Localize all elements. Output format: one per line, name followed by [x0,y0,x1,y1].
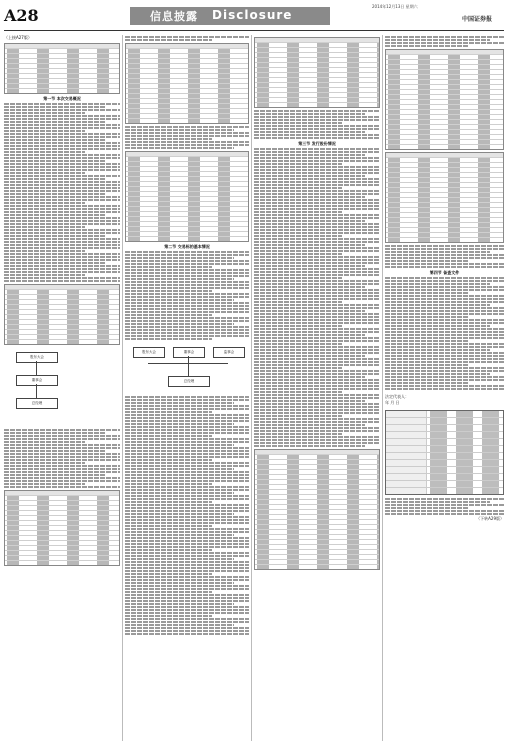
diagram-box: 董事会 [16,375,58,386]
diagram-box: 总经理 [168,376,210,387]
newspaper-masthead: 中国证券报 [462,16,493,23]
section-heading: 第一节 本次交易概况 [43,96,81,101]
section-heading: 第三节 发行股份情况 [298,141,336,146]
signature-date: 年 月 日 [385,400,400,405]
data-table [4,490,120,566]
data-table [254,449,380,570]
diagram-box: 股东大会 [133,347,165,358]
financial-table [4,284,120,345]
info-form-table [385,410,504,495]
continuation-label: （上接A27版） [4,35,32,40]
signature-line: 法定代表人： [385,394,409,399]
signature-block [385,394,504,406]
diagram-box: 董事会 [173,347,205,358]
section-title-cn: 信息披露 [150,10,198,23]
continuation-note: （下转A29版） [476,516,504,521]
org-structure-diagram [4,348,120,426]
diagram-box: 股东大会 [16,352,58,363]
data-table [385,152,504,243]
ownership-diagram [125,343,249,393]
header-rule [4,30,504,31]
section-heading: 第二节 交易标的基本情况 [164,244,210,249]
column-4 [385,35,504,741]
summary-table [4,43,120,94]
section-heading: 第四节 备查文件 [429,270,460,275]
issue-date: 2014年12月13日 星期六 [372,4,418,9]
section-title-en: Disclosure [212,8,293,22]
diagram-box: 总经理 [16,398,58,409]
column-3 [254,35,380,741]
diagram-box: 监事会 [213,347,245,358]
financial-table [385,49,504,150]
column-2 [125,35,249,741]
column-divider [122,35,123,741]
column-1 [4,35,120,741]
column-divider [251,35,252,741]
financial-table [254,37,380,108]
financial-table [125,43,249,124]
data-table [125,151,249,242]
page-header [0,0,508,32]
column-divider [382,35,383,741]
page-number: A28 [4,6,39,25]
